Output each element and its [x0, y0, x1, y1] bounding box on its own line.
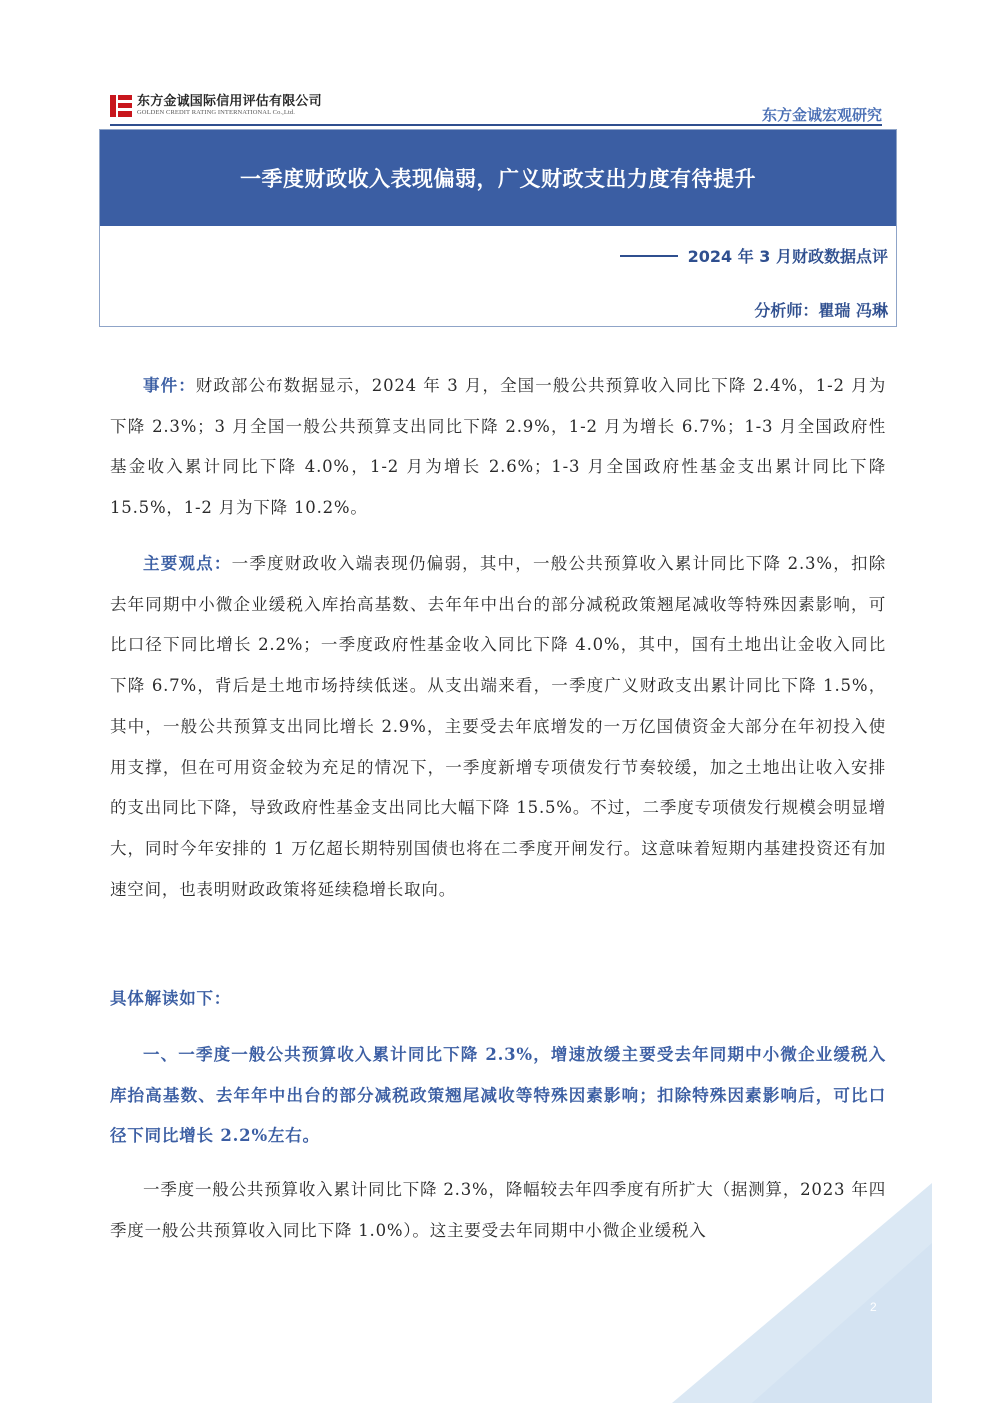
event-label: 事件： — [143, 376, 196, 395]
subtitle-row — [620, 244, 888, 267]
event-paragraph — [110, 366, 886, 529]
series-label: 东方金诚宏观研究 — [761, 106, 882, 124]
section1-text: 一季度一般公共预算收入累计同比下降 2.3%，降幅较去年四季度有所扩大（据测算，2023 年四季度一般公共预算收入同比下降 1.0%）。这主要受去年同期中小微企业缓税入 — [110, 1180, 886, 1240]
company-name-en: GOLDEN CREDIT RATING INTERNATIONAL Co.,Ltd. — [137, 109, 295, 117]
detail-heading: 具体解读如下： — [110, 989, 232, 1008]
header-divider — [110, 124, 882, 126]
page-number: 2 — [870, 1300, 877, 1314]
company-name-cn: 东方金诚国际信用评估有限公司 — [137, 94, 322, 110]
subtitle-dash — [620, 255, 678, 257]
title-band — [100, 130, 896, 226]
company-logo — [110, 93, 322, 119]
report-subtitle: 2024 年 3 月财政数据点评 — [687, 247, 888, 266]
title-block — [99, 129, 897, 327]
corner-decoration — [672, 1183, 932, 1403]
event-text: 财政部公布数据显示，2024 年 3 月，全国一般公共预算收入同比下降 2.4%，1-2 月为下降 2.3%；3 月全国一般公共预算支出同比下降 2.9%，1-2 月为增长 6.7%；1-3 月全国政府性基金收入累计同比下降 4.0%，1-2 月为增长 2.6%；1-3 月全国政府性基金支出累计同比下降 15.5%，1-2 月为下降 10.2%。 — [110, 376, 886, 518]
views-label: 主要观点： — [143, 554, 232, 573]
views-text: 一季度财政收入端表现仍偏弱，其中，一般公共预算收入累计同比下降 2.3%，扣除去年同期中小微企业缓税入库抬高基数、去年年中出台的部分减税政策翘尾减收等特殊因素影响，可比口径下同比增长 2.2%；一季度政府性基金收入同比下降 4.0%，其中，国有土地出让金收入同比下降 6.7%，背后是土地市场持续低迷。从支出端来看，一季度广义财政支出累计同比下降 1.5%，其中，一般公共预算支出同比增长 2.9%，主要受去年底增发的一万亿国债资金大部分在年初投入使用支撑，但在可用资金较为充足的情况下，一季度新增专项债发行节奏较缓，加之土地出让收入安排的支出同比下降，导致政府性基金支出同比大幅下降 15.5%。不过，二季度专项债发行规模会明显增大，同时今年安排的 1 万亿超长期特别国债也将在二季度开闸发行。这意味着短期内基建投资还有加速空间，也表明财政政策将延续稳增长取向。 — [110, 554, 886, 899]
views-paragraph — [110, 544, 886, 910]
analyst-names: 分析师：瞿瑞 冯琳 — [754, 301, 888, 320]
report-title: 一季度财政收入表现偏弱，广义财政支出力度有待提升 — [240, 167, 756, 191]
logo-mark-icon — [110, 95, 132, 117]
section1-heading: 一、一季度一般公共预算收入累计同比下降 2.3%，增速放缓主要受去年同期中小微企业缓税入库抬高基数、去年年中出台的部分减税政策翘尾减收等特殊因素影响；扣除特殊因素影响后，可比口径下同比增长 2.2%左右。 — [110, 1045, 886, 1146]
